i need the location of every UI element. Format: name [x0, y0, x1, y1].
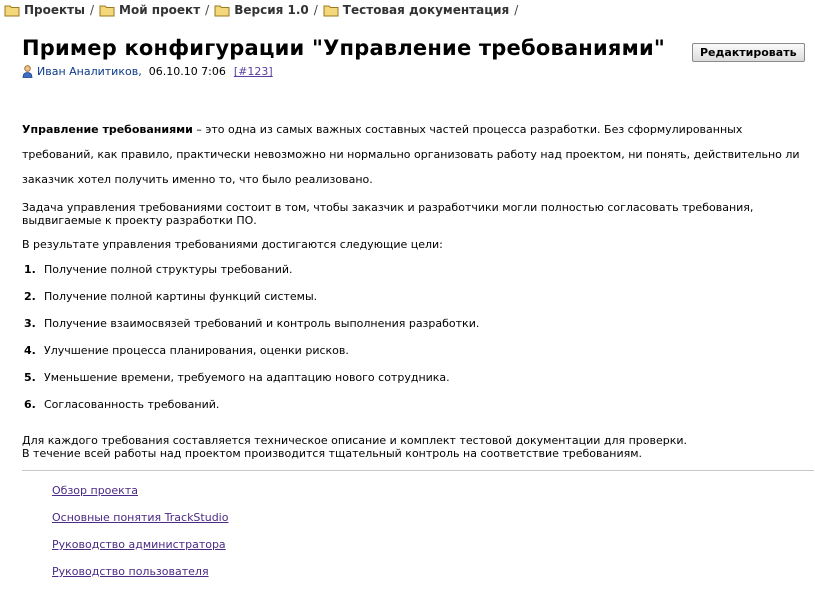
breadcrumb-separator: /: [89, 3, 95, 17]
footer-line-1: Для каждого требования составляется техническое описание и комплект тестовой документации для проверки.: [22, 434, 688, 447]
edit-button[interactable]: Редактировать: [692, 43, 805, 62]
link-admin-guide[interactable]: Руководство администратора: [52, 538, 226, 551]
breadcrumb-separator: /: [313, 3, 318, 17]
breadcrumb-item-my-project[interactable]: [99, 3, 200, 17]
breadcrumb-separator: /: [205, 3, 210, 17]
list-item-text: Улучшение процесса планирования, оценки рисков.: [44, 344, 349, 357]
list-item: [24, 371, 450, 384]
breadcrumb-label: Проекты: [24, 3, 85, 17]
list-item-text: Получение полной структуры требований.: [44, 263, 293, 276]
task-number-link[interactable]: [#123]: [233, 65, 273, 78]
list-item: [24, 398, 219, 411]
list-item: [24, 263, 293, 276]
list-item-number: 6.: [24, 398, 36, 411]
folder-icon: [214, 4, 230, 17]
breadcrumb: [4, 3, 523, 17]
task-line-1: Задача управления требованиями состоит в том, чтобы заказчик и разработчики могли полностью согласовать требования,: [22, 201, 754, 214]
list-item-text: Согласованность требований.: [44, 398, 220, 411]
link-user-guide[interactable]: Руководство пользователя: [52, 565, 209, 578]
author-link[interactable]: Иван Аналитиков,: [37, 65, 142, 78]
divider: [22, 470, 814, 471]
list-item-number: 3.: [24, 317, 36, 330]
intro-bold: Управление требованиями: [22, 123, 193, 136]
list-item-number: 5.: [24, 371, 36, 384]
intro-text: – это одна из самых важных составных частей процесса разработки. Без сформулированных: [192, 123, 743, 136]
breadcrumb-label: Мой проект: [119, 3, 201, 17]
list-item-number: 1.: [24, 263, 36, 276]
goals-intro: В результате управления требованиями достигаются следующие цели:: [22, 238, 443, 251]
list-item-text: Уменьшение времени, требуемого на адаптацию нового сотрудника.: [44, 371, 450, 384]
breadcrumb-label: Тестовая документация: [342, 3, 510, 17]
list-item-number: 4.: [24, 344, 36, 357]
link-basic-concepts[interactable]: Основные понятия TrackStudio: [52, 511, 229, 524]
date-text: 06.10.10 7:06: [148, 65, 226, 78]
intro-line-1: [22, 123, 742, 136]
footer-line-2: В течение всей работы над проектом производится тщательный контроль на соответствие требованиям.: [22, 447, 643, 460]
breadcrumb-separator: /: [514, 3, 519, 17]
link-project-overview[interactable]: Обзор проекта: [52, 484, 138, 497]
intro-line-2: требований, как правило, практически невозможно ни нормально организовать работу над проектом, ни понять, действительно ли: [22, 148, 800, 161]
intro-line-3: заказчик хотел получить именно то, что было реализовано.: [22, 173, 373, 186]
list-item: [24, 344, 349, 357]
folder-icon: [99, 4, 115, 17]
user-icon: [22, 65, 33, 78]
breadcrumb-label: Версия 1.0: [234, 3, 309, 17]
breadcrumb-item-projects[interactable]: [4, 3, 85, 17]
folder-icon: [4, 4, 20, 17]
list-item-text: Получение полной картины функций системы.: [44, 290, 318, 303]
folder-icon: [323, 4, 339, 17]
task-line-2: выдвигаемые к проекту разработки ПО.: [22, 214, 257, 227]
list-item-number: 2.: [24, 290, 36, 303]
page-meta: [22, 65, 273, 78]
list-item: [24, 317, 479, 330]
breadcrumb-item-test-docs[interactable]: [323, 3, 509, 17]
breadcrumb-item-version[interactable]: [214, 3, 309, 17]
list-item: [24, 290, 317, 303]
page-title: Пример конфигурации "Управление требованиями": [22, 36, 666, 60]
list-item-text: Получение взаимосвязей требований и контроль выполнения разработки.: [44, 317, 480, 330]
